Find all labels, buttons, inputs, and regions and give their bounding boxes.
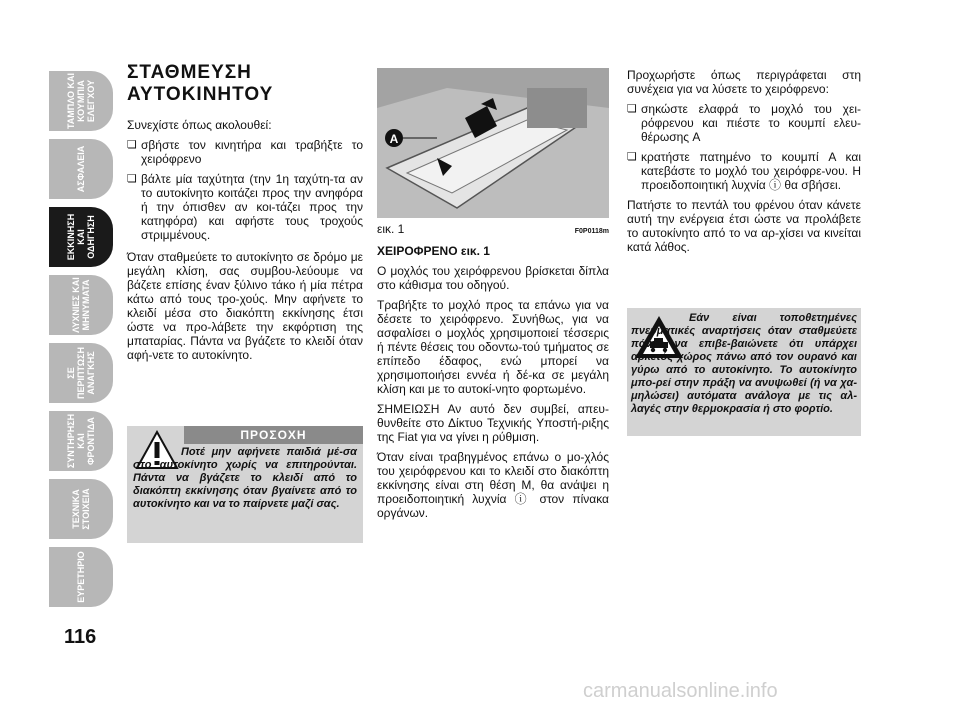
- tab-instruments[interactable]: ΤΑΜΠΛΟ ΚΑΙ ΚΟΥΜΠΙΑ ΕΛΕΓΧΟΥ: [49, 71, 113, 131]
- body-paragraph: Όταν σταθμεύετε το αυτοκίνητο σε δρόμο με μεγάλη κλίση, σας συμβου-λεύουμε να βάζετε επίσης έναν ξύλινο τάκο ή μία πέτρα κάτω από τους τρο-χούς. Μην αφήνετε το κλειδί μέσα στο διακόπτη εκκίνησης έτσι ώστε να προ-λάβετε την εκφόρτιση της μπαταρίας. Πάντα να βγάζετε το κλειδί όταν αφή-νετε το αυτοκίνητο.: [127, 250, 363, 362]
- list-item: ❏ βάλτε μία ταχύτητα (την 1η ταχύτη-τα αν το αυτοκίνητο κοιτάζει προς την ανηφόρα ή την όπισθεν αν κοι-τάζει προς την κατηφόρα) και αφήστε τους τροχούς στριμμένους.: [127, 172, 363, 242]
- warning-box-suspension: [627, 308, 861, 436]
- column-handbrake: [377, 68, 609, 526]
- warning-heading: ΠΡΟΣΟΧΗ: [184, 426, 363, 444]
- column-parking: [127, 62, 363, 368]
- list-item: ❏ σηκώστε ελαφρά το μοχλό του χει-ρόφρενου και πιέστε το κουμπί ελευ-θέρωσης A: [627, 102, 861, 144]
- figure-marker-a: A: [389, 132, 399, 146]
- body-paragraph: Όταν είναι τραβηγμένος επάνω ο μο-χλός του χειρόφρενου και το κλειδί στο διακόπτη εκκίνησης είναι στη θέση M, θα ανάψει η προειδοποιητική λυχνία ⓘ στον πίνακα οργάνων.: [377, 450, 609, 520]
- tab-emergency[interactable]: ΣΕ ΠΕΡΙΠΤΩΣΗ ΑΝΑΓΚΗΣ: [49, 343, 113, 403]
- column-release: [627, 68, 861, 260]
- page-title: ΣΤΑΘΜΕΥΣΗ ΑΥΤΟΚΙΝΗΤΟΥ: [127, 62, 274, 105]
- warning-text: Εάν είναι τοποθετημένες πνευματικές αναρτήσεις όταν σταθμεύετε πάντα να επιβε-βαιώνετε ότι υπάρχει αρκετός χώρος πάνω από τον ουρανό και γύρω από το αυτοκίνητο. Το αυτοκίνητο μπο-ρεί στην πράξη να ανυψωθεί (ή να χα-μηλώσει) αυτόματα ανάλογα με τις αλ-λαγές στην θερμοκρασία ή στο φορτίο.: [631, 312, 857, 415]
- body-paragraph: Τραβήξτε το μοχλό προς τα επάνω για να δέσετε το χειρόφρενο. Συνήθως, για να ασφαλίσει ο μοχλός χρησιμοποιεί τέσσερις ή πέντε θέσεις του οδοντω-τού τμήματος σε επίπεδο έδαφος, ενώ μπορεί να χρησιμοποιήσει εννέα ή δέ-κα σε μεγάλη κλίση και με το αυτοκί-νητο φορτωμένο.: [377, 298, 609, 396]
- warning-text: Ποτέ μην αφήνετε παιδιά μέ-σα στο αυτοκίνητο χωρίς να επιτηρούνται. Πάντα να βγάζετε το κλειδί από το διακόπτη εκκίνησης όταν βγαίνετε από το αυτοκίνητο και να το παίρνετε μαζί σας.: [133, 446, 357, 510]
- tab-safety[interactable]: ΑΣΦΑΛΕΙΑ: [49, 139, 113, 199]
- watermark: carmanualsonline.info: [583, 680, 778, 702]
- tab-warning-lights[interactable]: ΛΥΧΝΙΕΣ ΚΑΙ ΜΗΝΥΜΑΤΑ: [49, 275, 113, 335]
- warning-box-children: [127, 426, 363, 543]
- figure-caption: εικ. 1: [377, 222, 405, 236]
- handbrake-figure: [377, 68, 609, 218]
- list-item: ❏ σβήστε τον κινητήρα και τραβήξτε το χειρόφρενο: [127, 138, 363, 166]
- figure-caption-row: [377, 222, 609, 236]
- figure-code: F0P0118m: [574, 228, 609, 235]
- intro-text: Συνεχίστε όπως ακολουθεί:: [127, 118, 272, 132]
- tab-maintenance[interactable]: ΣΥΝΤΗΡΗΣΗ ΚΑΙ ΦΡΟΝΤΙΔΑ: [49, 411, 113, 471]
- section-heading: ΧΕΙΡΟΦΡΕΝΟ εικ. 1: [377, 244, 490, 258]
- body-paragraph: Ο μοχλός του χειρόφρενου βρίσκεται δίπλα στο κάθισμα του οδηγού.: [377, 264, 609, 292]
- page-number: 116: [64, 626, 97, 648]
- tab-technical-data[interactable]: ΤΕΧΝΙΚΑ ΣΤΟΙΧΕΙΑ: [49, 479, 113, 539]
- body-paragraph: Προχωρήστε όπως περιγράφεται στη συνέχεια για να λύσετε το χειρόφρενο:: [627, 68, 861, 96]
- body-paragraph: ΣΗΜΕΙΩΣΗ Αν αυτό δεν συμβεί, απευ-θυνθείτε στο Δίκτυο Τεχνικής Υποστή-ριξης της Fiat για να γίνει η ρύθμιση.: [377, 402, 609, 444]
- body-paragraph: Πατήστε το πεντάλ του φρένου όταν κάνετε αυτή την ενέργεια έτσι ώστε να προλάβετε το αυτοκίνητο από το να αρ-χίσει να κινείται κατά λάθος.: [627, 198, 861, 254]
- handbrake-illustration: [377, 68, 609, 218]
- tab-index[interactable]: ΕΥΡΕΤΗΡΙΟ: [49, 547, 113, 607]
- list-item: ❏ κρατήστε πατημένο το κουμπί A και κατεβάστε το μοχλό του χειρόφρε-νου. Η προειδοποιητική λυχνία ⓘ θα σβήσει.: [627, 150, 861, 192]
- tab-starting-driving[interactable]: ΕΚΚΙΝΗΣΗ ΚΑΙ ΟΔΗΓΗΣΗ: [49, 207, 113, 267]
